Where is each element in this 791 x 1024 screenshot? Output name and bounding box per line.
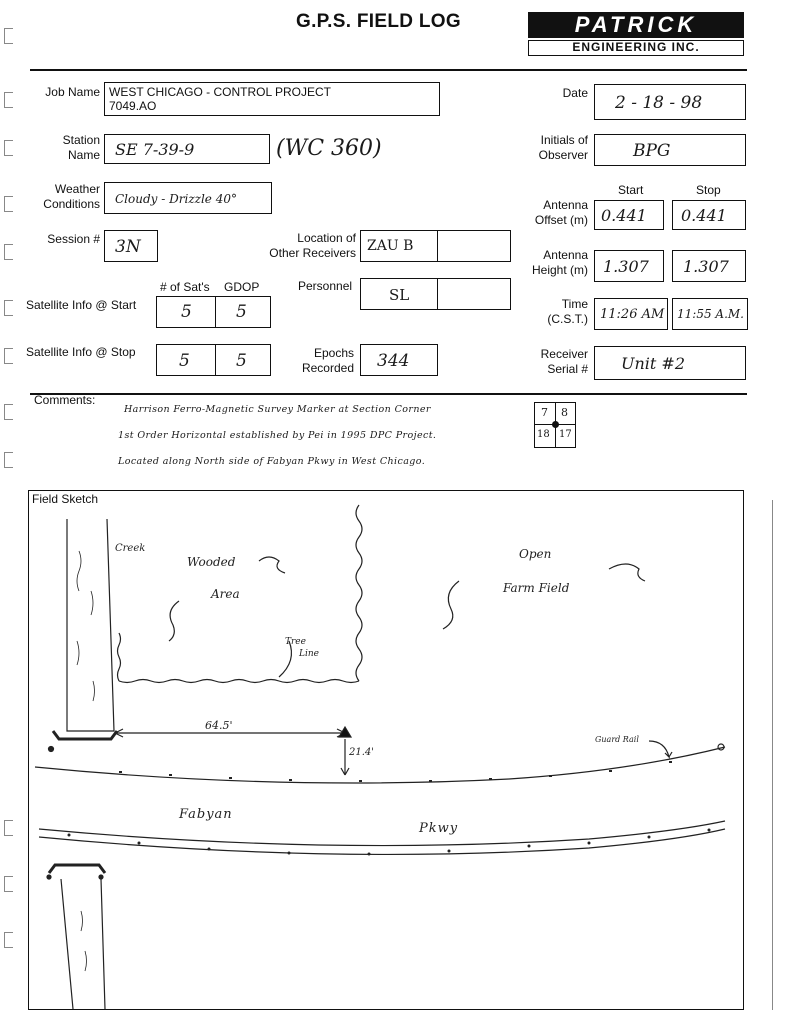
open-field-label-2: Farm Field	[503, 581, 570, 595]
creek-culvert-upper	[53, 731, 117, 739]
comments-line-1: Harrison Ferro-Magnetic Survey Marker at Section Corner	[124, 404, 431, 415]
station-note: (WC 360)	[276, 136, 382, 161]
binder-mark	[4, 244, 13, 260]
binder-mark	[4, 92, 13, 108]
binder-mark	[4, 452, 13, 468]
epochs-field[interactable]: 344	[360, 344, 438, 376]
binder-mark	[4, 820, 13, 836]
start-column-label: Start	[618, 183, 644, 197]
guard-rail-label: Guard Rail	[595, 735, 639, 744]
section-corner-grid: 7 8 18 17	[534, 402, 576, 448]
other-receivers-field[interactable]: ZAU B	[360, 230, 438, 262]
logo-name: PATRICK	[528, 12, 744, 38]
date-label: Date	[562, 86, 588, 100]
creek-label: Creek	[115, 543, 146, 554]
wooded-area-label-1: Wooded	[187, 555, 236, 569]
logo-subtitle: ENGINEERING INC.	[528, 40, 744, 56]
station-name-field[interactable]: SE 7-39-9	[104, 134, 270, 164]
satellite-stop-gdop[interactable]: 5	[215, 344, 271, 376]
stop-column-label: Stop	[696, 183, 721, 197]
comments-rule	[30, 393, 747, 395]
receiver-field[interactable]: Unit #2	[594, 346, 746, 380]
company-logo	[528, 12, 744, 58]
gdop-column-label: GDOP	[224, 280, 260, 294]
wooded-area-label-2: Area	[211, 587, 240, 601]
field-sketch-frame	[28, 490, 744, 1010]
antenna-offset-stop[interactable]: 0.441	[672, 200, 746, 230]
satellite-start-sats[interactable]: 5	[156, 296, 216, 328]
binder-mark	[4, 876, 13, 892]
antenna-offset-label: Antenna Offset (m)	[534, 198, 588, 227]
other-receivers-label: Location of Other Receivers	[269, 231, 356, 260]
station-marker	[339, 727, 351, 737]
road-name-label-2: Pkwy	[419, 821, 459, 836]
session-field[interactable]: 3N	[104, 230, 158, 262]
road-north-edge	[35, 747, 725, 783]
horizontal-distance-label: 64.5'	[205, 719, 233, 732]
field-sketch-drawing	[29, 491, 743, 1009]
weather-label: Weather Conditions	[43, 182, 100, 211]
weather-field[interactable]: Cloudy - Drizzle 40°	[104, 182, 272, 214]
epochs-label: Epochs Recorded	[301, 346, 354, 375]
page-title: G.P.S. FIELD LOG	[296, 11, 461, 32]
antenna-height-stop[interactable]: 1.307	[672, 250, 746, 282]
open-field-label-1: Open	[519, 547, 552, 561]
antenna-height-label: Antenna Height (m)	[531, 248, 588, 277]
comments-line-3: Located along North side of Fabyan Pkwy in West Chicago.	[118, 456, 426, 467]
antenna-offset-start[interactable]: 0.441	[594, 200, 664, 230]
time-label: Time (C.S.T.)	[547, 297, 588, 326]
header-rule	[30, 69, 747, 71]
sats-column-label: # of Sat's	[160, 280, 210, 294]
time-stop[interactable]: 11:55 A.M.	[672, 298, 748, 330]
other-receivers-field-2[interactable]	[437, 230, 511, 262]
tree-line-label-1: Tree	[285, 637, 306, 647]
comments-line-2: 1st Order Horizontal established by Pei in 1995 DPC Project.	[118, 430, 437, 441]
personnel-label: Personnel	[298, 279, 353, 293]
comments-label: Comments:	[34, 393, 96, 407]
personnel-field-2[interactable]	[437, 278, 511, 310]
satellite-stop-label: Satellite Info @ Stop	[26, 345, 136, 359]
station-name-label: Station Name	[62, 133, 100, 162]
binder-mark	[4, 300, 13, 316]
time-start[interactable]: 11:26 AM	[594, 298, 668, 330]
job-name-field[interactable]: WEST CHICAGO - CONTROL PROJECT 7049.AO	[104, 82, 440, 116]
date-field[interactable]: 2 - 18 - 98	[594, 84, 746, 120]
receiver-label: Receiver Serial #	[540, 347, 588, 376]
job-name-label: Job Name	[45, 85, 100, 99]
creek-culvert-lower	[49, 865, 105, 873]
creek-upper	[67, 519, 114, 731]
road-name-label-1: Fabyan	[179, 807, 233, 822]
initials-label: Initials of Observer	[538, 133, 588, 162]
session-label: Session #	[47, 232, 100, 246]
personnel-field[interactable]: SL	[360, 278, 438, 310]
antenna-height-start[interactable]: 1.307	[594, 250, 664, 282]
tree-line-label-2: Line	[299, 649, 319, 659]
satellite-start-gdop[interactable]: 5	[215, 296, 271, 328]
satellite-stop-sats[interactable]: 5	[156, 344, 216, 376]
satellite-start-label: Satellite Info @ Start	[26, 298, 137, 312]
field-sketch-label: Field Sketch	[32, 492, 99, 506]
page-edge	[772, 500, 773, 1010]
binder-mark	[4, 28, 13, 44]
binder-mark	[4, 140, 13, 156]
binder-mark	[4, 932, 13, 948]
creek-lower	[61, 879, 105, 1009]
binder-mark	[4, 196, 13, 212]
binder-mark	[4, 348, 13, 364]
initials-field[interactable]: BPG	[594, 134, 746, 166]
road-south-edge	[39, 821, 725, 846]
binder-mark	[4, 404, 13, 420]
vertical-distance-label: 21.4'	[349, 747, 375, 758]
